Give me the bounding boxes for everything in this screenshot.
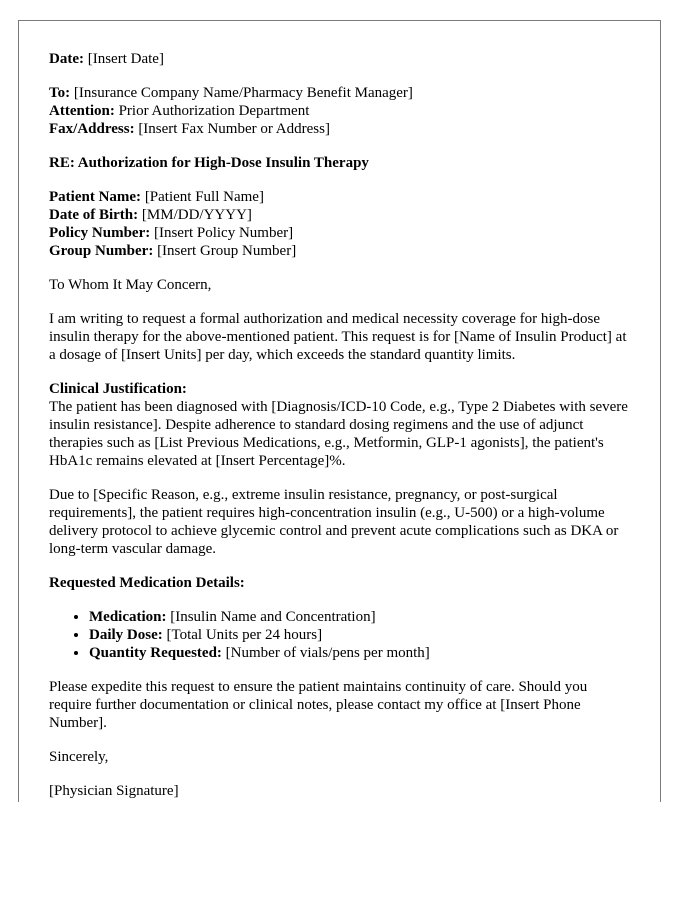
- clinical-title: Clinical Justification:: [49, 381, 187, 397]
- dob-label: Date of Birth:: [49, 207, 139, 223]
- attention-value: Prior Authorization Department: [114, 103, 310, 119]
- medication-value: [Insulin Name and Concentration]: [166, 609, 376, 625]
- recipient-block: [49, 84, 632, 138]
- letter-page: [18, 20, 661, 802]
- dob-value: [MM/DD/YYYY]: [138, 207, 252, 223]
- daily-dose-label: Daily Dose:: [89, 627, 163, 643]
- signature-placeholder: [Physician Signature]: [49, 783, 179, 799]
- fax-label: Fax/Address:: [49, 121, 135, 137]
- policy-line: [49, 224, 632, 242]
- attention-label: Attention:: [49, 103, 115, 119]
- group-line: [49, 242, 632, 260]
- salutation: To Whom It May Concern,: [49, 277, 212, 293]
- policy-label: Policy Number:: [49, 225, 151, 241]
- list-item: [89, 626, 632, 644]
- quantity-label: Quantity Requested:: [89, 645, 222, 661]
- dob-line: [49, 206, 632, 224]
- reason-paragraph: Due to [Specific Reason, e.g., extreme insulin resistance, pregnancy, or post-surgical requirements], the patient requires high-concentration insulin (e.g., U-500) or a high-volume delivery protocol to achieve glycemic control and prevent acute complications such as DKA or long-term vascular damage.: [49, 487, 619, 557]
- patient-name-line: [49, 188, 632, 206]
- policy-value: [Insert Policy Number]: [150, 225, 294, 241]
- group-value: [Insert Group Number]: [153, 243, 297, 259]
- subject-line: RE: Authorization for High-Dose Insulin Therapy: [49, 155, 369, 171]
- intro-paragraph: I am writing to request a formal authorization and medical necessity coverage for high-dose insulin therapy for the above-mentioned patient. This request is for [Name of Insulin Product] at a dosage of [Insert Units] per day, which exceeds the standard quantity limits.: [49, 311, 627, 363]
- patient-name-label: Patient Name:: [49, 189, 142, 205]
- medication-title: Requested Medication Details:: [49, 575, 245, 591]
- fax-value: [Insert Fax Number or Address]: [134, 121, 330, 137]
- clinical-text: The patient has been diagnosed with [Diagnosis/ICD-10 Code, e.g., Type 2 Diabetes with severe insulin resistance]. Despite adherence to standard dosing regimens and the use of adjunct therapies such as [List Previous Medications, e.g., Metformin, GLP-1 agonists], the patient's HbA1c remains elevated at [Insert Percentage]%.: [49, 399, 628, 469]
- clinical-justification: [49, 380, 632, 470]
- daily-dose-value: [Total Units per 24 hours]: [162, 627, 323, 643]
- attention-line: [49, 102, 632, 120]
- date-value: [Insert Date]: [83, 51, 164, 67]
- fax-line: [49, 120, 632, 138]
- medication-list: [49, 608, 632, 662]
- list-item: [89, 644, 632, 662]
- closing-paragraph: Please expedite this request to ensure the patient maintains continuity of care. Should you require further documentation or clinical notes, please contact my office at [Insert Phone Number].: [49, 679, 588, 731]
- to-value: [Insurance Company Name/Pharmacy Benefit Manager]: [70, 85, 413, 101]
- date-line: [49, 50, 632, 68]
- signoff: Sincerely,: [49, 749, 109, 765]
- date-label: Date:: [49, 51, 84, 67]
- quantity-value: [Number of vials/pens per month]: [221, 645, 430, 661]
- list-item: [89, 608, 632, 626]
- patient-info-block: [49, 188, 632, 260]
- group-label: Group Number:: [49, 243, 154, 259]
- to-line: [49, 84, 632, 102]
- to-label: To:: [49, 85, 71, 101]
- patient-name-value: [Patient Full Name]: [141, 189, 264, 205]
- medication-label: Medication:: [89, 609, 167, 625]
